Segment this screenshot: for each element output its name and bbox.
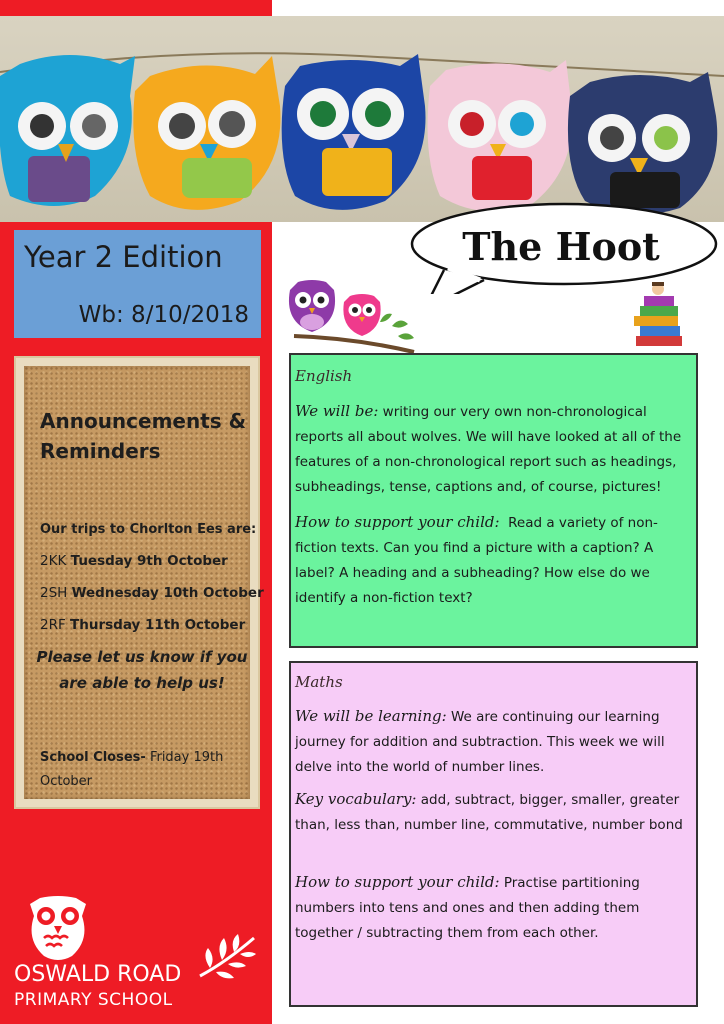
- trip-item: 2RF Thursday 11th October: [40, 617, 246, 633]
- fabric-owl-3: [282, 54, 426, 210]
- fabric-owl-5: [568, 72, 717, 215]
- school-name-line-1: OSWALD ROAD: [14, 962, 182, 987]
- cork-surface: [24, 366, 264, 799]
- school-name-line-2: PRIMARY SCHOOL: [14, 990, 173, 1010]
- maths-heading: Maths: [295, 673, 343, 691]
- english-heading: English: [295, 367, 353, 385]
- announcements-title: Announcements & Reminders: [40, 409, 247, 463]
- english-paragraph-1: We will be: writing our very own non-chronological reports all about wolves. We will have looked at all of the features of a non-chronological report such as headings, subheadings, tense, captions and, of course, pictures!: [295, 402, 682, 495]
- maths-section: [289, 661, 698, 1007]
- english-paragraph-2: How to support your child: Read a variety of non-fiction texts. Can you find a picture with a caption? A label? A heading and a subheading? How else do we identify a non-fiction text?: [295, 513, 658, 606]
- maths-paragraph-3: How to support your child: Practise partitioning numbers into tens and ones and then adding them together / subtracting them from each other.: [295, 873, 640, 941]
- help-request: Please let us know if you are able to help us!: [36, 648, 248, 692]
- english-section: [289, 353, 698, 648]
- trip-item: 2KK Tuesday 9th October: [40, 553, 228, 569]
- fabric-owl-4: [428, 60, 573, 211]
- fabric-owl-2: [133, 56, 280, 210]
- announcements-board: [14, 356, 264, 809]
- owl-pair-on-branch-icon: [284, 278, 420, 354]
- maths-paragraph-2: Key vocabulary: add, subtract, bigger, smaller, greater than, less than, number line, commutative, number bond: [295, 790, 683, 833]
- newsletter-title: The Hoot: [462, 224, 660, 269]
- edition-date: Wb: 8/10/2018: [78, 302, 249, 328]
- edition-box: [14, 230, 261, 338]
- fabric-owl-1: [0, 55, 135, 206]
- edition-title: Year 2 Edition: [24, 240, 223, 274]
- school-owl-logo-icon: [24, 896, 92, 964]
- trip-item: 2SH Wednesday 10th October: [40, 585, 264, 601]
- maths-paragraph-1: We will be learning: We are continuing our learning journey for addition and subtraction. This week we will delve into the world of number lines.: [295, 707, 665, 775]
- leaf-branch-icon: [196, 932, 258, 980]
- school-closes: School Closes- Friday 19th October: [40, 750, 224, 789]
- books-stack-icon: [632, 282, 686, 352]
- trips-heading: Our trips to Chorlton Ees are:: [40, 522, 257, 537]
- owl-garland-photo: [0, 16, 724, 222]
